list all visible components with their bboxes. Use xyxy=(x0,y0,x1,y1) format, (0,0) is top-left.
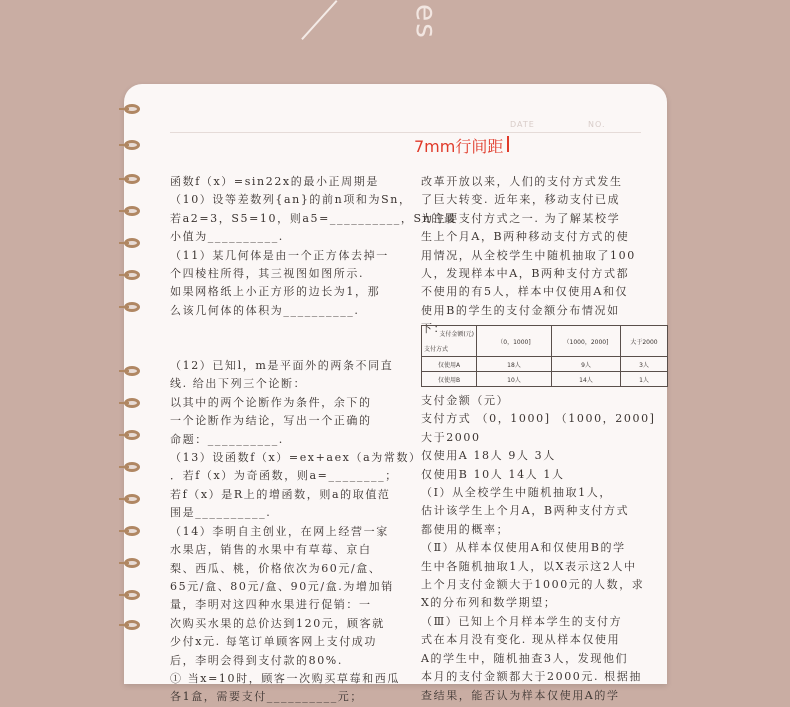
payment-table xyxy=(421,325,668,387)
text-line: 了巨大转变. 近年来，移动支付已成 xyxy=(421,193,621,207)
text-line: （Ⅱ）从样本仅使用A和仅使用B的学 xyxy=(421,541,626,555)
text-line: 大于2000 xyxy=(421,430,481,444)
decorative-line xyxy=(301,0,337,40)
binder-ring xyxy=(124,462,140,472)
binder-ring xyxy=(124,366,140,376)
left-handwriting-column xyxy=(170,173,457,707)
binder-ring xyxy=(124,140,140,150)
binder-ring xyxy=(124,206,140,216)
table-row-label: 仅使用A xyxy=(422,357,477,372)
table-header-cell: 大于2000 xyxy=(621,326,668,357)
binder-ring xyxy=(124,620,140,630)
text-line: （12）已知l，m是平面外的两条不同直 xyxy=(170,359,394,373)
binder-ring xyxy=(124,590,140,600)
text-line: 少付x元. 每笔订单顾客网上支付成功 xyxy=(170,635,377,649)
table-row xyxy=(422,372,668,387)
text-line: 若a2=3，S5=10，则a5=__________，Sn的最 xyxy=(170,211,457,225)
text-line: 以其中的两个论断作为条件，余下的 xyxy=(170,395,372,409)
text-line: 支付方式 （0，1000] （1000，2000] xyxy=(421,412,656,426)
binder-ring xyxy=(124,398,140,408)
text-line: 命题：__________. xyxy=(170,432,284,446)
binder-ring xyxy=(124,430,140,440)
text-line xyxy=(170,339,457,357)
binder-ring xyxy=(124,238,140,248)
table-row xyxy=(422,357,668,372)
binder-ring xyxy=(124,558,140,568)
text-line: 用情况，从全校学生中随机抽取了100 xyxy=(421,248,636,262)
text-line: A的学生中，随机抽查3人，发现他们 xyxy=(421,651,629,665)
text-line: 次购买水果的总价达到120元，顾客就 xyxy=(170,616,385,630)
text-line: 小值为__________. xyxy=(170,230,284,244)
text-line: 查结果，能否认为样本仅使用A的学 xyxy=(421,688,620,702)
text-line: ．若f（x）为奇函数，则a=________； xyxy=(170,469,398,483)
table-header-cell: （1000，2000] xyxy=(552,326,621,357)
text-line: （10）设等差数列{an}的前n项和为Sn， xyxy=(170,193,412,207)
text-line: 本月的支付金额都大于2000元. 根据抽 xyxy=(421,670,642,684)
text-line: 支付金额（元） xyxy=(421,394,510,407)
text-line: 若f（x）是R上的增函数，则a的取值范 xyxy=(170,487,391,501)
text-line: 梨、西瓜、桃，价格依次为60元/盒、 xyxy=(170,561,382,575)
corner-bottom-label: 支付方式 xyxy=(424,346,449,353)
binder-ring xyxy=(124,270,140,280)
text-line: 下： xyxy=(421,322,447,336)
text-line: （Ⅲ）已知上个月样本学生的支付方 xyxy=(421,614,623,628)
text-line: 都使用的概率； xyxy=(421,522,510,536)
binder-ring xyxy=(124,302,140,312)
corner-top-label: 支付金额(元) xyxy=(439,331,474,338)
text-cursor xyxy=(507,136,509,152)
right-handwriting-column-top xyxy=(421,173,636,339)
text-line: 个四棱柱所得，其三视图如图所示. xyxy=(170,267,365,281)
binder-ring xyxy=(124,494,140,504)
text-line: （13）设函数f（x）=ex+aex（a为常数） xyxy=(170,451,422,465)
text-line: 人，发现样本中A，B两种支付方式都 xyxy=(421,267,630,281)
text-line: 不使用的有5人，样本中仅使用A和仅 xyxy=(421,285,629,299)
table-cell: 14人 xyxy=(552,372,621,387)
text-line: （Ⅰ）从全校学生中随机抽取1人， xyxy=(421,486,612,500)
text-line: 估计该学生上个月A，B两种支付方式 xyxy=(421,504,630,518)
text-line: X的分布列和数学期望； xyxy=(421,596,557,610)
binder-ring xyxy=(124,104,140,114)
text-line: 仅使用B 10人 14人 1人 xyxy=(421,467,565,481)
text-line: 上个月支付金额大于1000元的人数，求 xyxy=(421,578,645,592)
table-corner-cell xyxy=(422,326,477,357)
binder-ring xyxy=(124,526,140,536)
text-line: 水果店，销售的水果中有草莓、京白 xyxy=(170,543,372,557)
date-label: DATE xyxy=(510,120,535,129)
text-line: 量，李明对这四种水果进行促销：一 xyxy=(170,598,372,612)
text-line: 函数f（x）=sin22x的最小正周期是 xyxy=(170,175,379,188)
line-spacing-label: 7mm行间距 xyxy=(414,137,504,156)
text-line: 线. 给出下列三个论断： xyxy=(170,377,307,391)
table-cell: 3人 xyxy=(621,357,668,372)
header-line xyxy=(170,132,641,133)
text-line: 生中各随机抽取1人，以X表示这2人中 xyxy=(421,559,637,573)
table-cell: 9人 xyxy=(552,357,621,372)
text-line: 生上个月A，B两种移动支付方式的使 xyxy=(421,230,630,244)
text-line: 式在本月没有变化. 现从样本仅使用 xyxy=(421,633,621,647)
binder-ring xyxy=(124,174,140,184)
table-cell: 1人 xyxy=(621,372,668,387)
text-line: 为主要支付方式之一. 为了解某校学 xyxy=(421,211,621,225)
table-cell: 10人 xyxy=(477,372,552,387)
text-line: 么该几何体的体积为__________. xyxy=(170,303,360,317)
text-line: 使用B的学生的支付金额分布情况如 xyxy=(421,303,620,317)
table-cell: 18人 xyxy=(477,357,552,372)
text-line: 如果网格纸上小正方形的边长为1，那 xyxy=(170,285,381,299)
no-label: NO. xyxy=(588,120,606,129)
text-line: 后，李明会得到支付款的80%. xyxy=(170,653,343,667)
right-handwriting-column-bottom xyxy=(421,392,656,705)
background-letters: es xyxy=(410,4,443,40)
text-line: ① 当x=10时，顾客一次购买草莓和西瓜 xyxy=(170,671,400,685)
text-line: 各1盒，需要支付__________元； xyxy=(170,690,363,704)
text-line: （11）某几何体是由一个正方体去掉一 xyxy=(170,248,389,262)
text-line: 改革开放以来，人们的支付方式发生 xyxy=(421,175,623,188)
table-header-cell: （0，1000] xyxy=(477,326,552,357)
text-line: 65元/盒、80元/盒、90元/盒.为增加销 xyxy=(170,579,394,593)
text-line: 一个论断作为结论，写出一个正确的 xyxy=(170,414,372,428)
text-line: （14）李明自主创业，在网上经营一家 xyxy=(170,524,389,538)
text-line xyxy=(170,320,457,338)
text-line: 仅使用A 18人 9人 3人 xyxy=(421,449,556,463)
text-line: 围是__________. xyxy=(170,506,272,520)
table-row-label: 仅使用B xyxy=(422,372,477,387)
